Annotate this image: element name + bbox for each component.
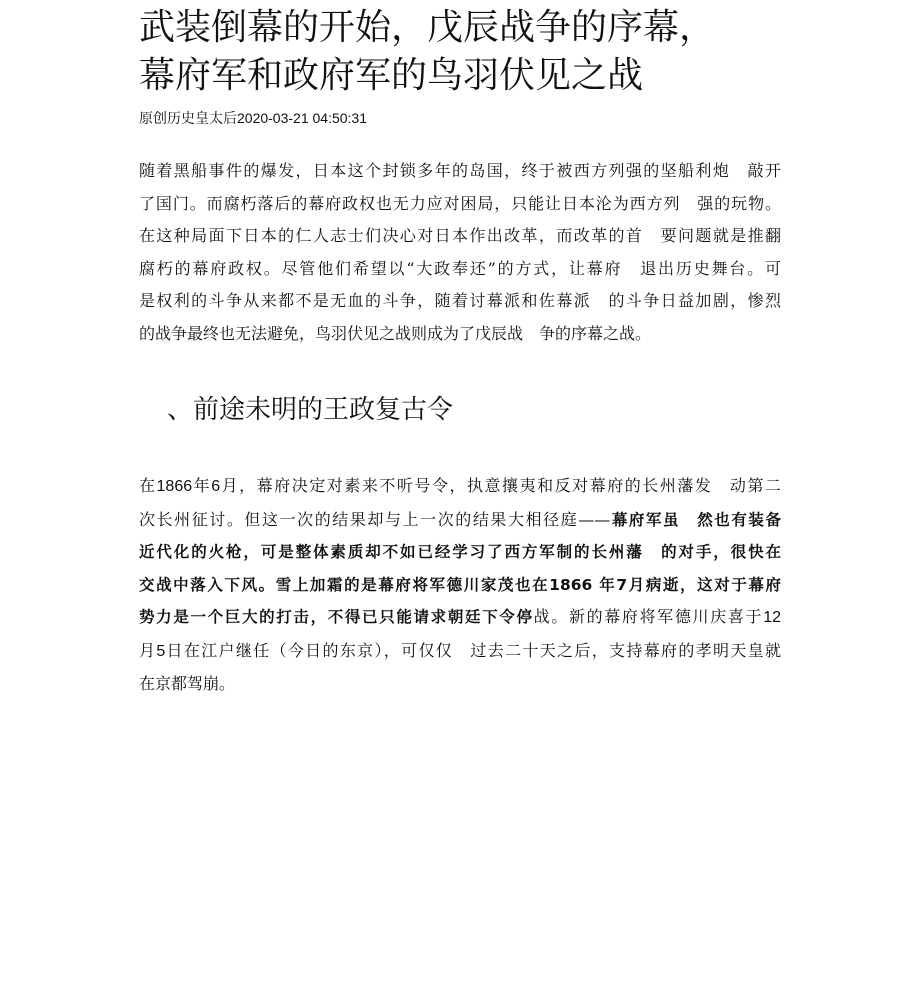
section-line (139, 504, 781, 537)
text-run-number: 1866 (156, 478, 193, 495)
text-run-number: 12 (763, 609, 781, 626)
intro-paragraph (139, 155, 781, 350)
text-run: 在 (139, 476, 157, 495)
section-paragraph (139, 470, 781, 701)
section-line (139, 470, 781, 504)
text-run-number: 5 (156, 642, 166, 660)
article (139, 0, 781, 701)
text-run: 月，幕府决定对素来不听号令，执意攘夷和反对幕府的长州藩发 动第二 (220, 476, 781, 495)
intro-line: 的战争最终也无法避免，鸟羽伏见之战则成为了戊辰战 争的序幕之战。 (139, 323, 652, 343)
text-run: 月 (139, 640, 157, 660)
article-datetime: 2020-03-21 04:50:31 (237, 110, 367, 126)
section-heading: 、前途未明的王政复古令 (167, 395, 454, 425)
text-run-number: 6 (211, 478, 221, 495)
article-title (139, 0, 781, 100)
intro-line: 随着黑船事件的爆发，日本这个封锁多年的岛国，终于被西方列强的坚船利炮 敲开 (139, 161, 781, 180)
intro-line: 在这种局面下日本的仁人志士们决心对日本作出改革，而改革的首 要问题就是推翻 (139, 226, 781, 245)
text-run: 日在江户继任（今日的东京），可仅仅 过去二十天之后，支持幕府的孝明天皇就 (165, 640, 781, 660)
intro-line: 了国门。而腐朽落后的幕府政权也无力应对困局，只能让日本沦为西方列 强的玩物。 (139, 193, 781, 213)
article-title-line-2: 幕府军和政府军的鸟羽伏见之战 (139, 55, 644, 96)
section-line-bold: 近代化的火枪，可是整体素质却不如已经学习了西方军制的长州藩 的对手，很快在 (139, 543, 781, 561)
text-run: 次长州征讨。但这一次的结果却与上一次的结果大相径庭—— (139, 509, 611, 529)
text-run: 年 (192, 476, 212, 495)
intro-line: 是权利的斗争从来都不是无血的斗争，随着讨幕派和佐幕派 的斗争日益加剧，惨烈 (139, 291, 781, 310)
article-meta (139, 108, 781, 129)
section-line-bold: 交战中落入下风。雪上加霜的是幕府将军德川家茂也在1866 年7月病逝，这对于幕府 (139, 575, 781, 594)
article-title-line-1: 武装倒幕的开始，戊辰战争的序幕， (139, 7, 716, 48)
text-run-bold: 幕府军虽 然也有装备 (610, 510, 781, 529)
section-line (139, 601, 781, 635)
text-run: 战。新的幕府将军德川庆喜于 (533, 607, 764, 626)
article-source: 原创历史皇太后 (139, 111, 237, 127)
intro-line: 腐朽的幕府政权。尽管他们希望以“大政奉还”的方式，让幕府 退出历史舞台。可 (139, 258, 781, 278)
section-line: 在京都驾崩。 (139, 674, 236, 693)
section-line (139, 635, 781, 669)
text-run-bold: 势力是一个巨大的打击，不得已只能请求朝廷下令停 (139, 608, 534, 626)
